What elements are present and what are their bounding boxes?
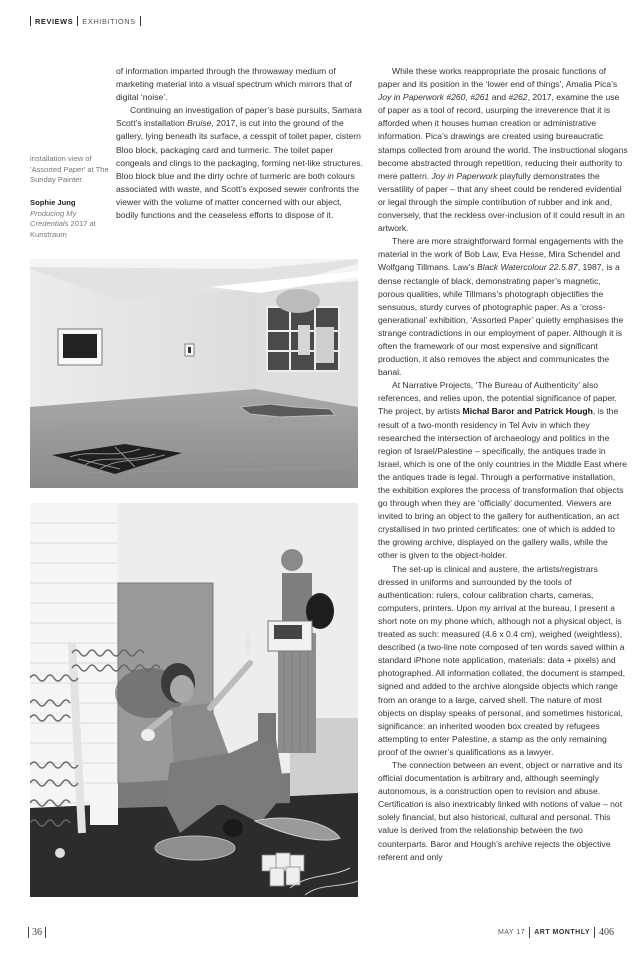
divider (28, 927, 29, 938)
issue-date: MAY 17 (497, 929, 526, 936)
performance-photo (30, 503, 358, 897)
artist-names: Michal Baror and Patrick Hough (462, 406, 593, 417)
paragraph: There are more straightforward formal engagements with the material in the work of Bob Law, Eva Hesse, Mira Schendel and Wolfgang Tillmans. Law’s Black Watercolour 22.5.87, 1987, is a dense rectangle of black, demonstrating paper’s magnetic, porous qualities, while Tillmans’s photograph objectifies the sensuous, sturdy curves of photographic paper. As a ‘cross-generational’ exhibition, ‘Assorted Paper’ quietly emphasises the strange contradictions in our employment of paper. Although it is often the framework of our most expensive and significant production, it also removes the abject and communicates the banal. (378, 236, 624, 378)
caption-installation-view: installation view of 'Assorted Paper' at The Sunday Painter (30, 154, 109, 185)
issue-number: 406 (599, 927, 614, 938)
caption-sophie-jung (30, 198, 112, 240)
gallery-installation-photo (30, 259, 358, 488)
divider (77, 16, 78, 26)
article-column-left (116, 65, 363, 222)
paragraph: The set-up is clinical and austere, the artists/registrars dressed in uniforms and surrounded by the tools of authentication: rulers, colour calibration charts, cameras, computers, printers. Upon my arrival at the bureau, I present a short note on my phone which, although not a physical object, is treated as such: measured (4.6 x 0.4 cm), weighed (weightless), described (a two-line note composed of ten words saved within a standard iPhone note application, materials: data + pixels) and photographed. All information collated, the document is stamped, signed and added to the archive alongside objects which range from an orange to a large, carved shell. The nature of most objects on display speaks of personal, and sometimes historical, significance: an inherited wooden box created by refugees attempting to enter Palestine, a stamp as the only remaining proof of the owner’s qualifications as a lawyer. (378, 563, 625, 757)
paragraph: The connection between an event, object or narrative and its official documentation is arbitrary and, although seemingly autonomous, is a construction open to revision and abuse. Certification is also inextricably linked with notions of value – not solely financial, but also historical, cultural and personal. This value is derived from the relationship between the two counterparts. Baror and Hough’s archive rejects the objective referent and only (378, 759, 623, 862)
issue-footer (498, 927, 614, 938)
page-number-left (28, 927, 46, 938)
caption-title: Producing My Credentials (30, 208, 77, 229)
gallery-photo-illustration (30, 259, 358, 488)
paragraph: At Narrative Projects, ‘The Bureau of Authenticity’ also references, and relies upon, the potential significance of paper. The project, by artists Michal Baror and Patrick Hough, is the result of a two-month residency in Tel Aviv in which they researched the intersection of archaeology and politics in the region of Israel/Palestine – specifically, the antiques trade in Israel, which is one of the only countries in the Middle East where the antiques trade is legal. Through a performative installation, the exhibition explores the process of transformation that objects go through when they are ‘officially’ documented. Viewers are invited to bring an object to the gallery for authentication, an act crystallised in two printed certificates: one of which is added to the growing archive, displayed on the gallery walls, while the other is given to the object-holder. (378, 380, 627, 561)
divider (140, 16, 141, 26)
divider (529, 927, 530, 938)
divider (30, 16, 31, 26)
section-label: REVIEWS (35, 16, 74, 26)
section-header (30, 16, 141, 26)
paragraph: of information imparted through the throwaway medium of marketing material into a visual spectrum which mirrors that of digital ‘noise’. (116, 66, 352, 103)
magazine-name: ART MONTHLY (534, 929, 590, 936)
divider (594, 927, 595, 938)
performance-photo-illustration (30, 503, 358, 897)
caption-year-place: 2017 at Kunstraum (30, 219, 96, 239)
page-number: 36 (32, 927, 42, 938)
subsection-label: EXHIBITIONS (82, 16, 136, 26)
caption-artist: Sophie Jung (30, 198, 76, 207)
article-column-right (378, 65, 628, 864)
divider (45, 927, 46, 938)
paragraph: Continuing an investigation of paper’s base pursuits, Samara Scott’s installation Bruise, 2017, is cut into the ground of the gallery, lying beneath its surface, a cesspit of toilet paper, cistern Bloo block, packaging card and turmeric. The toilet paper congeals and clings to the packaging, forming net-like structures. Bloo block blue and the dirty ochre of turmeric are both colours associated with waste, and Scott’s exposed sewer confronts the viewer with the volume of matter concerned with our abject, bodily functions and the ceaseless efforts to dispose of it. (116, 105, 363, 221)
paragraph: While these works reappropriate the prosaic functions of paper and its position in the ‘lower end of things’, Amalia Pica’s Joy in Paperwork #260, #261 and #262, 2017, examine the use of paper as a tool of record, usurping the irreverence that it is afforded when it houses human creation or administrative information. Pica’s drawings are created using bureaucratic stamps collected from around the world. The instructional slogans become abstracted through repetition, reducing their authority to mere pattern. Joy in Paperwork playfully demonstrates the versatility of paper – that any sheet could be rendered evidential or legal through the simple contribution of rubber and ink and, conversely, that the reckless over-inclusion of it could result in an artwork. (378, 66, 628, 234)
